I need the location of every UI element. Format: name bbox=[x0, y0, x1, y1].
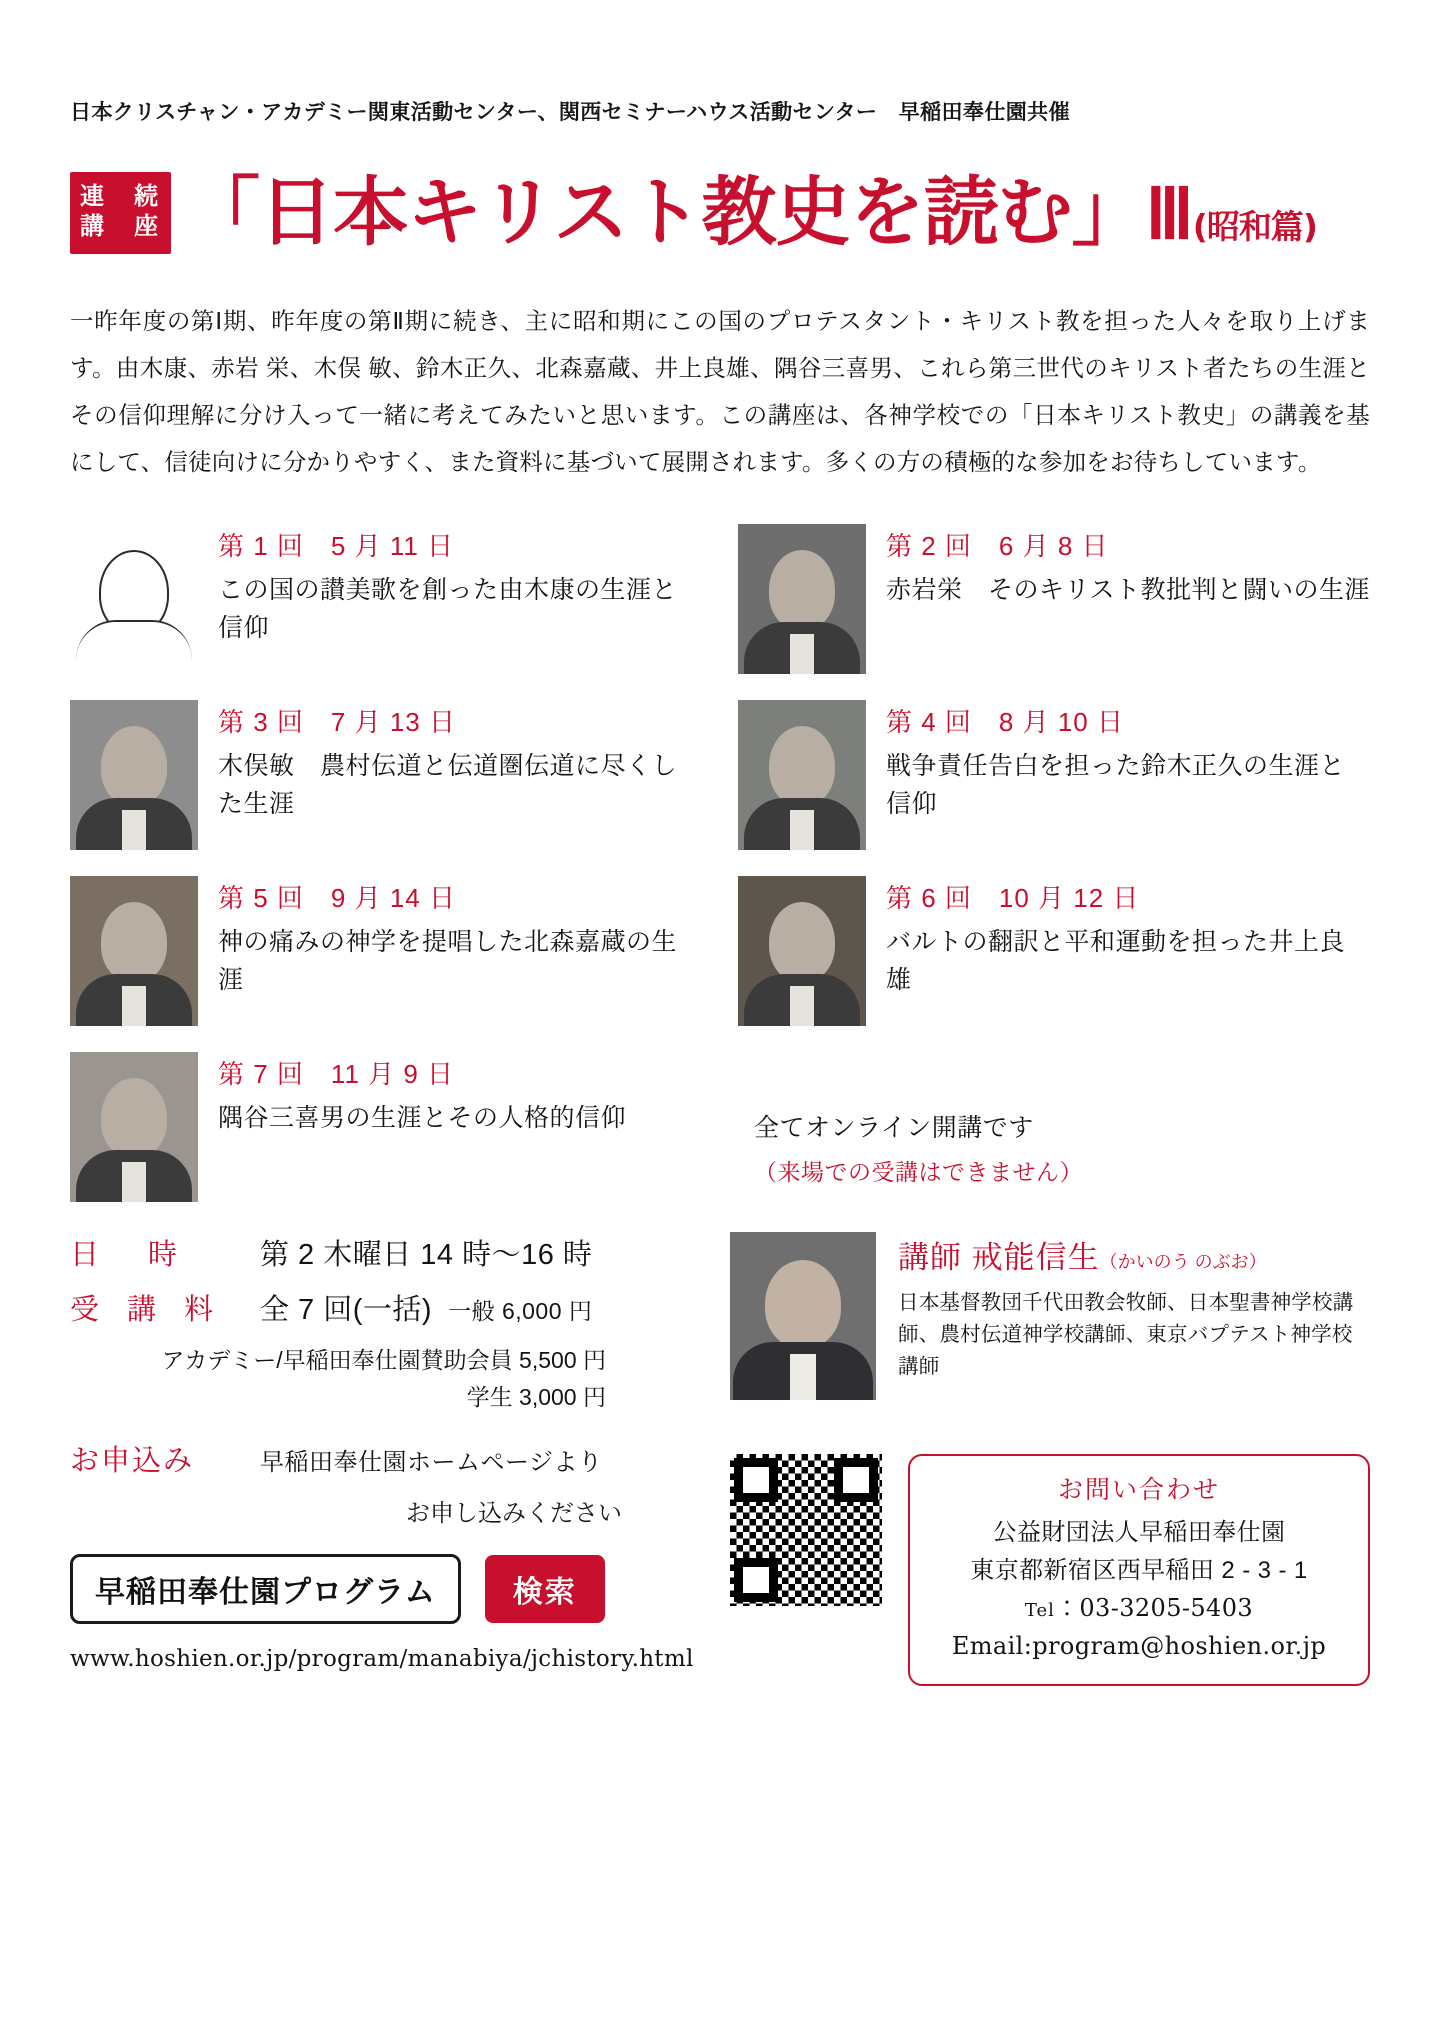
apply-sub: お申し込みください bbox=[406, 1500, 622, 1527]
lecturer-bio: 日本基督教団千代田教会牧師、日本聖書神学校講師、農村伝道神学校講師、東京バプテスト神学校講師 bbox=[898, 1291, 1354, 1378]
session-desc: 木俣敏 農村伝道と伝道圏伝道に尽くした生涯 bbox=[218, 752, 678, 818]
page-title-suffix: (昭和篇) bbox=[1192, 207, 1317, 246]
details-right-column bbox=[730, 1232, 1370, 1686]
search-button[interactable]: 検索 bbox=[485, 1555, 605, 1623]
search-input[interactable]: 早稲田奉仕園プログラム bbox=[70, 1554, 461, 1624]
session-item bbox=[70, 700, 702, 858]
contact-box bbox=[908, 1454, 1370, 1686]
qr-code-icon[interactable] bbox=[730, 1454, 882, 1606]
page-title-text: 「日本キリスト教史を読む」 bbox=[185, 168, 1146, 256]
website-url[interactable]: www.hoshien.or.jp/program/manabiya/jchistory.html bbox=[70, 1646, 694, 1672]
online-note bbox=[738, 1052, 1370, 1210]
series-badge-line1: 連 続 bbox=[80, 183, 161, 210]
session-head: 第 7 回 11 月 9 日 bbox=[218, 1059, 455, 1089]
portrait-kitamori-kazo bbox=[70, 876, 198, 1026]
apply-label: お申込み bbox=[70, 1445, 195, 1477]
series-badge-line2: 講 座 bbox=[80, 213, 161, 240]
page-title bbox=[185, 168, 1317, 256]
details-left-column bbox=[70, 1232, 710, 1686]
session-desc: この国の讃美歌を創った由木康の生涯と信仰 bbox=[218, 576, 678, 642]
lecturer-name-text: 戒能信生 bbox=[971, 1240, 1100, 1275]
portrait-sumiya-mikio bbox=[70, 1052, 198, 1202]
portrait-suzuki-masahisa bbox=[738, 700, 866, 850]
session-head: 第 2 回 6 月 8 日 bbox=[886, 531, 1109, 561]
session-item bbox=[738, 700, 1370, 858]
portrait-kimata-satoshi bbox=[70, 700, 198, 850]
fee-label: 受 講 料 bbox=[70, 1294, 224, 1326]
page-title-numeral: Ⅲ bbox=[1145, 177, 1193, 254]
session-desc: 隅谷三喜男の生涯とその人格的信仰 bbox=[218, 1104, 627, 1132]
lecturer-block bbox=[730, 1232, 1370, 1400]
series-badge bbox=[70, 172, 171, 254]
details-section bbox=[70, 1232, 1370, 1686]
session-desc: 神の痛みの神学を提唱した北森嘉蔵の生涯 bbox=[218, 928, 678, 994]
session-item bbox=[70, 876, 702, 1034]
lecturer-photo bbox=[730, 1232, 876, 1400]
session-head: 第 3 回 7 月 13 日 bbox=[218, 707, 456, 737]
session-head: 第 6 回 10 月 12 日 bbox=[886, 883, 1140, 913]
contact-address: 東京都新宿区西早稲田 2 - 3 - 1 bbox=[970, 1556, 1308, 1584]
session-item bbox=[738, 524, 1370, 682]
online-note-line1: 全てオンライン開講です bbox=[754, 1114, 1034, 1142]
datetime-row bbox=[70, 1232, 710, 1273]
fee-member: アカデミー/早稲田奉仕園賛助会員 5,500 円 bbox=[161, 1347, 606, 1373]
session-head: 第 5 回 9 月 14 日 bbox=[218, 883, 456, 913]
contact-area bbox=[730, 1454, 1370, 1686]
title-row bbox=[70, 168, 1370, 256]
session-desc: バルトの翻訳と平和運動を担った井上良雄 bbox=[886, 928, 1346, 994]
portrait-akaiwa-sakae bbox=[738, 524, 866, 674]
apply-value: 早稲田奉仕園ホームページより bbox=[260, 1449, 603, 1476]
fee-row bbox=[70, 1287, 710, 1328]
contact-email[interactable]: Email:program@hoshien.or.jp bbox=[951, 1631, 1327, 1660]
session-head: 第 1 回 5 月 11 日 bbox=[218, 531, 455, 561]
contact-org: 公益財団法人早稲田奉仕園 bbox=[992, 1519, 1286, 1546]
organizers-line: 日本クリスチャン・アカデミー関東活動センター、関西セミナーハウス活動センター 早稲田奉仕園共催 bbox=[70, 101, 1070, 124]
apply-row bbox=[70, 1438, 710, 1479]
datetime-value: 第 2 木曜日 14 時〜16 時 bbox=[260, 1239, 593, 1271]
contact-tel-label: Tel bbox=[1024, 1599, 1055, 1621]
lecturer-name-reading: （かいのう のぶお） bbox=[1099, 1252, 1267, 1272]
datetime-label: 日 時 bbox=[70, 1239, 188, 1271]
intro-paragraph: 一昨年度の第Ⅰ期、昨年度の第Ⅱ期に続き、主に昭和期にこの国のプロテスタント・キリスト教を担った人々を取り上げます。由木康、赤岩 栄、木俣 敏、鈴木正久、北森嘉蔵、井上良雄、隅谷三喜男、これら第三世代のキリスト者たちの生涯とその信仰理解に分け入って一緒に考えてみたいと思います。この講座は、各神学校での「日本キリスト教史」の講義を基にして、信徒向けに分かりやすく、また資料に基づいて展開されます。多くの方の積極的な参加をお待ちしています。 bbox=[70, 308, 1370, 475]
contact-tel-number: ：03-3205-5403 bbox=[1054, 1593, 1254, 1622]
search-row bbox=[70, 1554, 710, 1624]
portrait-yuki-ko bbox=[70, 524, 198, 674]
session-desc: 戦争責任告白を担った鈴木正久の生涯と信仰 bbox=[886, 752, 1346, 818]
lecturer-label: 講師 bbox=[898, 1240, 962, 1275]
portrait-inoue-yoshio bbox=[738, 876, 866, 1026]
session-item bbox=[738, 876, 1370, 1034]
fee-general: 一般 6,000 円 bbox=[448, 1298, 593, 1324]
session-head: 第 4 回 8 月 10 日 bbox=[886, 707, 1124, 737]
session-item bbox=[70, 1052, 702, 1210]
contact-title: お問い合わせ bbox=[1057, 1476, 1220, 1504]
fee-value: 全 7 回(一括) bbox=[260, 1294, 433, 1326]
online-note-line2: （来場での受講はできません） bbox=[754, 1159, 1083, 1185]
fee-student: 学生 3,000 円 bbox=[466, 1384, 606, 1410]
contact-tel bbox=[920, 1590, 1358, 1628]
session-desc: 赤岩栄 そのキリスト教批判と闘いの生涯 bbox=[886, 576, 1371, 604]
lecturer-name bbox=[898, 1232, 1370, 1277]
session-list bbox=[70, 524, 1370, 1210]
session-item bbox=[70, 524, 702, 682]
